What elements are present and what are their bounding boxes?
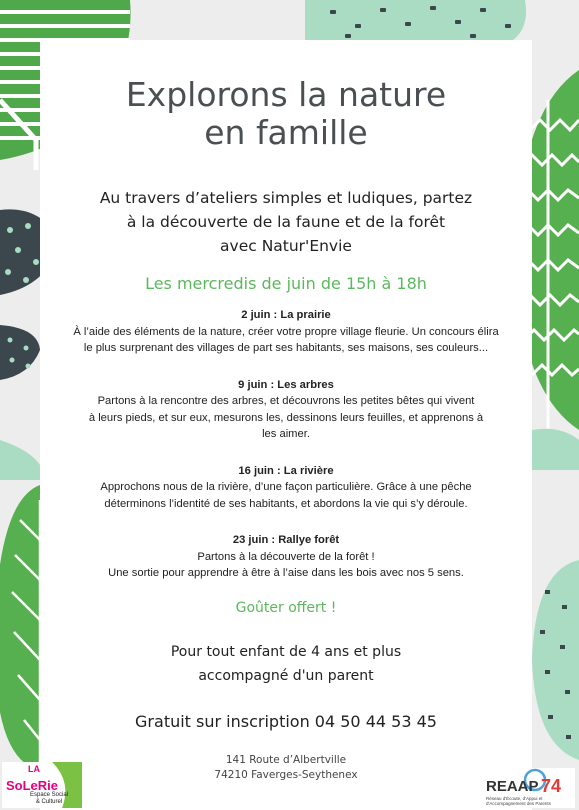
intro-line-3: avec Natur'Envie <box>220 237 352 255</box>
snack-offered: Goûter offert ! <box>235 599 337 616</box>
event-line: à leurs pieds, et sur eux, mesurons les, dessinons leurs feuilles, et apprenons à <box>88 411 484 424</box>
solerie-sub-1: Espace Social <box>30 792 69 798</box>
mint-hill-icon <box>532 429 579 470</box>
audience-line-1: Pour tout enfant de 4 ans et plus <box>170 643 402 660</box>
event-line: Approchons nous de la rivière, d’une façon particulière. Grâce à une pêche <box>100 481 472 493</box>
event-item <box>46 532 526 582</box>
address-line-2: 74210 Faverges-Seythenex <box>214 768 358 781</box>
solerie-logo-name: SoLeRie <box>6 778 59 793</box>
event-line: le plus surprenant des villages de part ses habitants, ses maisons, ses couleurs... <box>83 342 489 354</box>
reaap-logo-name: REAAP <box>486 778 539 795</box>
solerie-logo-la: LA <box>28 764 40 774</box>
title-line-2: en famille <box>204 113 368 152</box>
event-line: Une sortie pour apprendre à être à l’aise dans les bois avec nos 5 sens. <box>108 567 464 579</box>
reaap-logo-subtitle: Réseau d'Écoute, d'Appui et d'Accompagnement des Parents <box>486 796 551 806</box>
event-heading: 23 juin : Rallye forêt <box>232 534 340 546</box>
mint-bush-icon <box>0 440 40 480</box>
poster-card <box>40 40 532 810</box>
intro-line-1: Au travers d’ateliers simples et ludiques, partez <box>99 189 473 207</box>
event-heading: 2 juin : La prairie <box>241 309 331 321</box>
event-line: À l’aide des éléments de la nature, créer votre propre village fleurie. Un concours élira <box>73 325 499 338</box>
reaap-logo-number: 74 <box>541 776 562 796</box>
intro-line-2: à la découverte de la faune et de la forêt <box>126 213 446 231</box>
event-item <box>46 463 526 513</box>
event-heading: 9 juin : Les arbres <box>238 378 334 391</box>
registration-phone: Gratuit sur inscription 04 50 44 53 45 <box>135 711 437 731</box>
solerie-sub-2: & Culturel <box>35 799 63 805</box>
event-item <box>46 307 526 357</box>
poster-title <box>40 76 532 152</box>
events-list <box>40 307 532 582</box>
title-line-1: Explorons la nature <box>125 75 447 114</box>
mint-dotted-tree-icon <box>532 560 579 760</box>
event-item <box>46 377 526 443</box>
dates-banner: Les mercredis de juin de 15h à 18h <box>145 274 427 293</box>
event-line: Partons à la rencontre des arbres, et découvrons les petites bêtes qui vivent <box>97 395 475 407</box>
solerie-logo-subtitle <box>30 792 68 806</box>
event-heading: 16 juin : La rivière <box>238 464 334 477</box>
dark-dotted-tree-small-icon <box>0 325 40 380</box>
intro-text <box>70 186 502 258</box>
address-line-1: 141 Route d’Albertville <box>225 753 347 766</box>
audience-text <box>60 640 512 688</box>
event-line: les aimer. <box>262 428 310 440</box>
event-line: Partons à la découverte de la forêt ! <box>197 550 375 563</box>
address-block <box>40 753 532 783</box>
audience-line-2: accompagné d'un parent <box>198 667 374 684</box>
event-line: déterminons l’identité de ses habitants, et abordons la vie qui s’y déroule. <box>104 497 468 510</box>
